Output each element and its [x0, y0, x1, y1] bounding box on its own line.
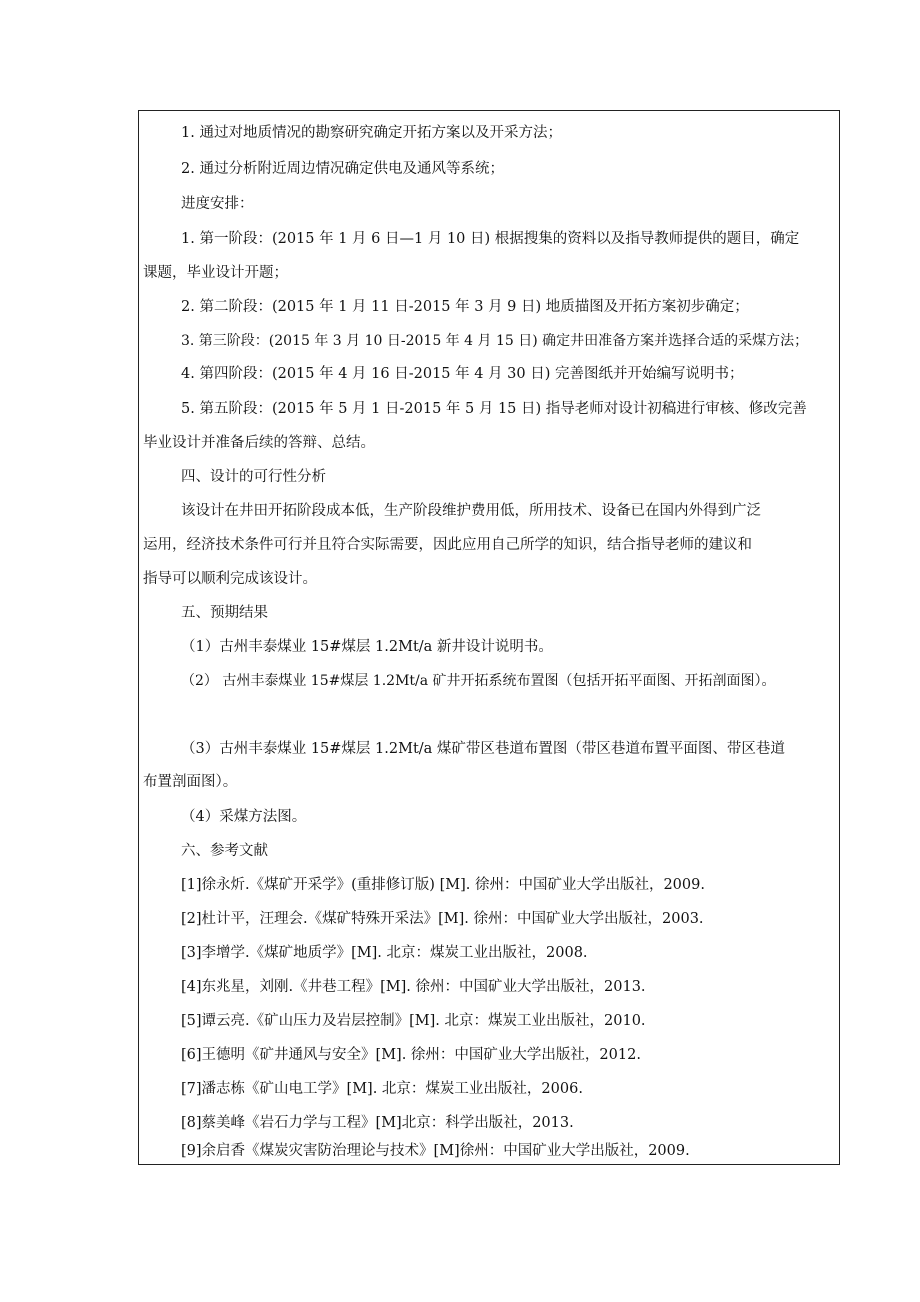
text-line: 课题，毕业设计开题； [143, 265, 288, 281]
text-line: 布置剖面图）。 [143, 774, 238, 790]
text-line: 1. 通过对地质情况的勘察研究确定开拓方案以及开采方法； [181, 125, 562, 141]
reference-item: [9]余启香《煤炭灾害防治理论与技术》[M]徐州：中国矿业大学出版社，2009. [181, 1143, 690, 1159]
reference-item: [1]徐永炘.《煤矿开采学》(重排修订版) [M]. 徐州：中国矿业大学出版社，2009. [181, 877, 705, 893]
reference-item: [3]李增学.《煤矿地质学》[M]. 北京：煤炭工业出版社，2008. [181, 945, 588, 961]
reference-item: [8]蔡美峰《岩石力学与工程》[M]北京：科学出版社，2013. [181, 1115, 574, 1131]
text-line: 5. 第五阶段：(2015 年 5 月 1 日-2015 年 5 月 15 日) 指导老师对设计初稿进行审核、修改完善 [181, 401, 807, 417]
reference-item: [7]潘志栋《矿山电工学》[M]. 北京：煤炭工业出版社，2006. [181, 1081, 583, 1097]
text-line: 运用，经济技术条件可行并且符合实际需要，因此应用自己所学的知识，结合指导老师的建议和 [143, 537, 752, 553]
text-line: 3. 第三阶段：(2015 年 3 月 10 日-2015 年 4 月 15 日) 确定井田准备方案并选择合适的采煤方法； [181, 333, 809, 349]
text-line: 指导可以顺利完成该设计。 [143, 571, 317, 587]
document-table-cell [138, 110, 840, 1165]
reference-item: [5]谭云亮.《矿山压力及岩层控制》[M]. 北京：煤炭工业出版社，2010. [181, 1013, 646, 1029]
text-line: 该设计在井田开拓阶段成本低，生产阶段维护费用低，所用技术、设备已在国内外得到广泛 [181, 503, 761, 519]
section-heading: 四、设计的可行性分析 [181, 469, 326, 485]
text-line: （4）采煤方法图。 [181, 809, 307, 825]
section-heading: 六、参考文献 [181, 843, 268, 859]
text-line: （1）古州丰泰煤业 15#煤层 1.2Mt/a 新井设计说明书。 [181, 639, 553, 655]
text-line: 2. 第二阶段：(2015 年 1 月 11 日-2015 年 3 月 9 日) 地质描图及开拓方案初步确定； [181, 299, 749, 315]
reference-item: [2]杜计平，汪理会.《煤矿特殊开采法》[M]. 徐州：中国矿业大学出版社，2003. [181, 911, 704, 927]
text-line: 4. 第四阶段：(2015 年 4 月 16 日-2015 年 4 月 30 日) 完善图纸并开始编写说明书； [181, 366, 744, 382]
section-heading: 进度安排： [181, 196, 254, 212]
text-line: 1. 第一阶段：(2015 年 1 月 6 日—1 月 10 日) 根据搜集的资料以及指导教师提供的题目，确定 [181, 231, 800, 247]
text-line: （2） 古州丰泰煤业 15#煤层 1.2Mt/a 矿井开拓系统布置图（包括开拓平面图、开拓剖面图）。 [181, 673, 776, 689]
reference-item: [6]王德明《矿井通风与安全》[M]. 徐州：中国矿业大学出版社，2012. [181, 1047, 641, 1063]
text-line: 毕业设计并准备后续的答辩、总结。 [143, 435, 375, 451]
section-heading: 五、预期结果 [181, 605, 268, 621]
reference-item: [4]东兆星，刘刚.《井巷工程》[M]. 徐州：中国矿业大学出版社，2013. [181, 979, 646, 995]
text-line: 2. 通过分析附近周边情况确定供电及通风等系统； [181, 161, 504, 177]
text-line: （3）古州丰泰煤业 15#煤层 1.2Mt/a 煤矿带区巷道布置图（带区巷道布置平面图、带区巷道 [181, 741, 785, 757]
